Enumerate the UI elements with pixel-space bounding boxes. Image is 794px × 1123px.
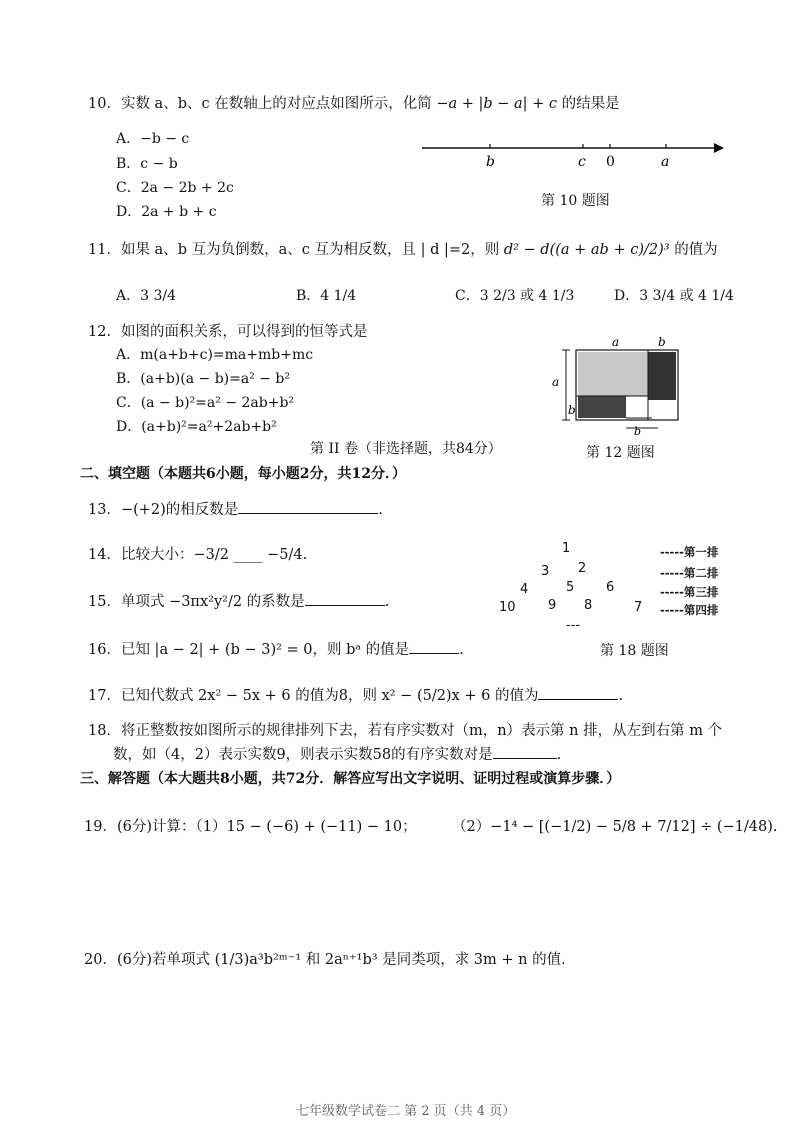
q17-answer-blank[interactable] <box>538 685 618 700</box>
fig12-label-top-a: a <box>612 335 620 349</box>
axis-label-b: b <box>486 154 495 170</box>
q12-option-a: A．m(a+b+c)=ma+mb+mc <box>116 347 314 363</box>
axis-label-zero: 0 <box>606 154 615 170</box>
fig12-label-left-b: b <box>568 403 576 417</box>
q18-line1: 18．将正整数按如图所示的规律排列下去，若有序实数对（m，n）表示第 n 排，从左到右第 m 个 <box>88 723 723 739</box>
row-label-2: -----第二排 <box>660 566 719 580</box>
q12-caption: 第 12 题图 <box>586 445 655 461</box>
fig12-label-left-a: a <box>552 375 560 389</box>
q18-caption: 第 18 题图 <box>600 643 669 659</box>
row-label-1: -----第一排 <box>660 545 719 559</box>
q19-part1: 19．(6分)计算：（1）15 − (−6) + (−11) − 10； <box>84 819 417 835</box>
tri-3: 3 <box>541 564 550 579</box>
fig12-label-bottom-b: b <box>634 425 642 436</box>
q13: 13．−(+2)的相反数是 . <box>88 498 383 519</box>
q10-number-line <box>420 136 730 176</box>
section2-heading: 二、填空题（本题共6小题，每小题2分，共12分．） <box>80 466 406 482</box>
q11-stem: 11．如果 a、b 互为负倒数，a、c 互为相反数，且 | d |=2，则 d² − d((a + ab + c)/2)³ 的值为 <box>88 242 718 258</box>
q12-option-b: B．(a+b)(a − b)=a² − b² <box>116 371 291 387</box>
tri-1: 1 <box>562 541 571 556</box>
q13-answer-blank[interactable] <box>238 499 378 514</box>
q10-option-b: B．c − b <box>116 156 178 172</box>
row-label-4: -----第四排 <box>660 603 719 617</box>
fig12-label-top-b: b <box>658 335 666 349</box>
q18-answer-blank[interactable] <box>493 744 557 759</box>
axis-label-a: a <box>661 154 670 170</box>
q16-answer-blank[interactable] <box>409 639 459 654</box>
tri-5: 5 <box>566 580 575 595</box>
tri-2: 2 <box>578 561 587 576</box>
q14: 14．比较大小：−3/2 ____ −5/4. <box>88 547 308 563</box>
q11-option-b: B．4 1/4 <box>296 288 357 304</box>
q17: 17．已知代数式 2x² − 5x + 6 的值为8，则 x² − (5/2)x + 6 的值为 . <box>88 684 623 705</box>
part2-title: 第 II 卷（非选择题，共84分） <box>310 441 502 457</box>
tri-10: 10 <box>499 600 516 615</box>
tri-6: 6 <box>606 580 615 595</box>
q19-part2: （2）−1⁴ − [(−1/2) − 5/8 + 7/12] ÷ (−1/48). <box>452 819 778 835</box>
q20: 20．(6分)若单项式 (1/3)a³b²ᵐ⁻¹ 和 2aⁿ⁺¹b³ 是同类项，求 3m + n 的值． <box>84 952 576 968</box>
q10-stem: 10．实数 a、b、c 在数轴上的对应点如图所示，化简 −a + |b − a| + c 的结果是 <box>88 96 620 112</box>
tri-ellipsis: --- <box>566 618 581 633</box>
q10-caption: 第 10 题图 <box>541 193 610 209</box>
q18-line2: 数，如（4，2）表示实数9，则表示实数58的有序实数对是 . <box>113 743 561 764</box>
tri-4: 4 <box>520 582 529 597</box>
q11-option-d: D．3 3/4 或 4 1/4 <box>614 288 734 304</box>
q10-option-d: D．2a + b + c <box>116 204 217 220</box>
q10-option-c: C．2a − 2b + 2c <box>116 180 234 196</box>
tri-8: 8 <box>584 598 593 613</box>
axis-label-c: c <box>578 154 586 170</box>
q11-option-c: C．3 2/3 或 4 1/3 <box>455 288 575 304</box>
tri-9: 9 <box>548 598 557 613</box>
tri-7: 7 <box>634 600 643 615</box>
q10-option-a: A．−b − c <box>116 131 190 147</box>
row-label-3: -----第三排 <box>660 585 719 599</box>
q11-option-a: A．3 3/4 <box>116 288 176 304</box>
q12-area-figure <box>548 334 688 436</box>
q15-answer-blank[interactable] <box>305 591 385 606</box>
q16: 16．已知 |a − 2| + (b − 3)² = 0，则 bᵃ 的值是 . <box>88 638 464 659</box>
section3-heading: 三、解答题（本大题共8小题，共72分．解答应写出文字说明、证明过程或演算步骤．） <box>80 771 621 787</box>
page-footer: 七年级数学试卷二 第 2 页（共 4 页） <box>296 1104 516 1119</box>
q12-option-d: D．(a+b)²=a²+2ab+b² <box>116 419 277 435</box>
q12-stem: 12．如图的面积关系，可以得到的恒等式是 <box>88 324 368 340</box>
q12-option-c: C．(a − b)²=a² − 2ab+b² <box>116 395 295 411</box>
q15: 15．单项式 −3πx²y²/2 的系数是 . <box>88 590 389 611</box>
